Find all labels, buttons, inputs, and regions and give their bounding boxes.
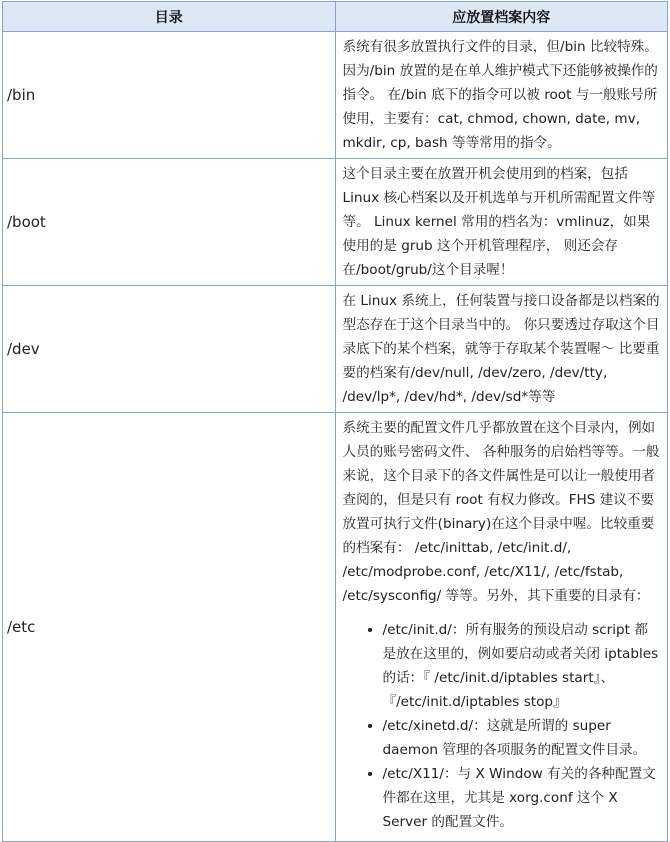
description-cell xyxy=(335,286,668,413)
description-text: 在 Linux 系统上，任何装置与接口设备都是以档案的型态存在于这个目录当中的。 你只要透过存取这个目录底下的某个档案，就等于存取某个装置喔～ 比要重要的档案有/dev/null, /dev/zero, /dev/tty, /dev/lp*, /dev/hd*, /dev/sd*等等 xyxy=(342,293,660,405)
header-directory: 目录 xyxy=(3,2,336,32)
table-row xyxy=(3,32,668,159)
directory-cell: /etc xyxy=(3,413,336,842)
table-header-row xyxy=(3,2,668,32)
directory-cell: /bin xyxy=(3,32,336,159)
table-row xyxy=(3,159,668,286)
list-item: • /etc/X11/：与 X Window 有关的各种配置文件都在这里，尤其是 xorg.conf 这个 X Server 的配置文件。 xyxy=(383,762,662,834)
fhs-directory-table xyxy=(2,1,668,842)
directory-cell: /boot xyxy=(3,159,336,286)
description-text: 系统有很多放置执行文件的目录，但/bin 比较特殊。因为/bin 放置的是在单人维护模式下还能够被操作的指令。 在/bin 底下的指令可以被 root 与一般账号所使用，主要有：cat, chmod, chown, date, mv, mkdir, cp, bash 等等常用的指令。 xyxy=(342,39,658,151)
table-row xyxy=(3,413,668,842)
description-text: 系统主要的配置文件几乎都放置在这个目录内，例如人员的账号密码文件、 各种服务的启始档等等。一般来说，这个目录下的各文件属性是可以让一般使用者查阅的，但是只有 root 有权力修改。FHS 建议不要放置可执行文件(binary)在这个目录中喔。比较重要的档案有： /etc/inittab, /etc/init.d/, /etc/modprobe.conf, /etc/X11/, /etc/fstab, /etc/sysconfig/ 等等。另外，其下重要的目录有： xyxy=(342,420,660,604)
header-contents: 应放置档案内容 xyxy=(335,2,668,32)
description-cell xyxy=(335,32,668,159)
list-item: • /etc/xinetd.d/：这就是所谓的 super daemon 管理的各项服务的配置文件目录。 xyxy=(383,714,662,762)
list-item: • /etc/init.d/：所有服务的预设启动 script 都是放在这里的，例如要启动或者关闭 iptables 的话：『 /etc/init.d/iptables start』、『/etc/init.d/iptables stop』 xyxy=(383,618,662,714)
directory-cell: /dev xyxy=(3,286,336,413)
description-cell xyxy=(335,159,668,286)
subdirectory-list xyxy=(343,618,662,834)
table-row xyxy=(3,286,668,413)
description-text: 这个目录主要在放置开机会使用到的档案，包括 Linux 核心档案以及开机选单与开机所需配置文件等等。 Linux kernel 常用的档名为：vmlinuz，如果使用的是 grub 这个开机管理程序， 则还会存在/boot/grub/这个目录喔！ xyxy=(342,166,656,278)
description-cell xyxy=(335,413,668,842)
